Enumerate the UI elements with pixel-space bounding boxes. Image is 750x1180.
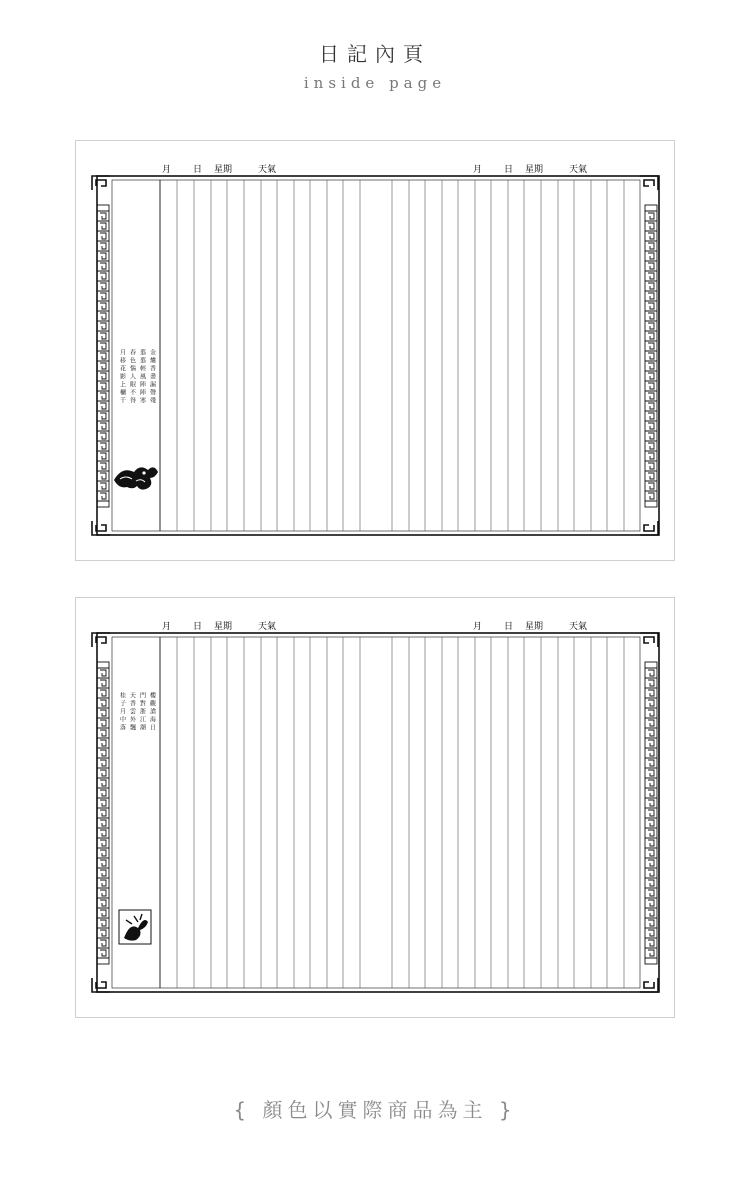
label-day-left: 日 — [193, 622, 203, 632]
label-day-right: 日 — [504, 622, 514, 632]
poem-line: 門對浙江潮 — [138, 692, 146, 732]
label-month-right: 月 — [473, 165, 483, 175]
poem-line: 桂子月中落 — [118, 692, 126, 732]
diary-page-1-sheet — [76, 141, 674, 560]
poem-text — [119, 348, 156, 405]
writing-lines — [160, 637, 624, 988]
poem-line: 月移花影上欄干 — [118, 349, 126, 405]
label-weather-right: 天氣 — [569, 622, 588, 632]
dragon-ornament-icon — [114, 467, 158, 489]
poem-line: 金爐香盡漏聲殘 — [148, 349, 156, 405]
poem-line: 春色惱人眠不得 — [128, 349, 136, 405]
label-weather-right: 天氣 — [569, 165, 588, 175]
label-month-right: 月 — [473, 622, 483, 632]
label-weather-left: 天氣 — [258, 622, 277, 632]
diary-page-2-sheet — [76, 598, 674, 1017]
decorative-frame — [97, 176, 659, 535]
right-border-pattern — [645, 662, 657, 964]
label-day-left: 日 — [193, 165, 203, 175]
label-weekday-right: 星期 — [525, 165, 544, 175]
label-day-right: 日 — [504, 165, 514, 175]
decorative-frame — [97, 633, 659, 992]
color-disclaimer: { 顏色以實際商品為主 } — [233, 1098, 517, 1122]
diary-page-2 — [75, 597, 675, 1018]
poem-line: 天香雲外飄 — [128, 692, 136, 732]
label-month-left: 月 — [162, 622, 172, 632]
label-month-left: 月 — [162, 165, 172, 175]
poem-text — [119, 691, 156, 732]
poem-line: 樓觀滄海日 — [148, 692, 156, 732]
poem-line: 翦翦輕風陣陣寒 — [138, 349, 146, 405]
label-weather-left: 天氣 — [258, 165, 277, 175]
left-border-pattern — [97, 205, 109, 507]
right-border-pattern — [645, 205, 657, 507]
crane-seal-icon — [119, 910, 151, 944]
label-weekday-left: 星期 — [214, 165, 233, 175]
label-weekday-left: 星期 — [214, 622, 233, 632]
page-title: 日記內頁 — [319, 42, 431, 66]
diary-page-1 — [75, 140, 675, 561]
left-border-pattern — [97, 662, 109, 964]
page-subtitle: inside page — [303, 74, 447, 92]
writing-lines — [160, 180, 624, 531]
label-weekday-right: 星期 — [525, 622, 544, 632]
